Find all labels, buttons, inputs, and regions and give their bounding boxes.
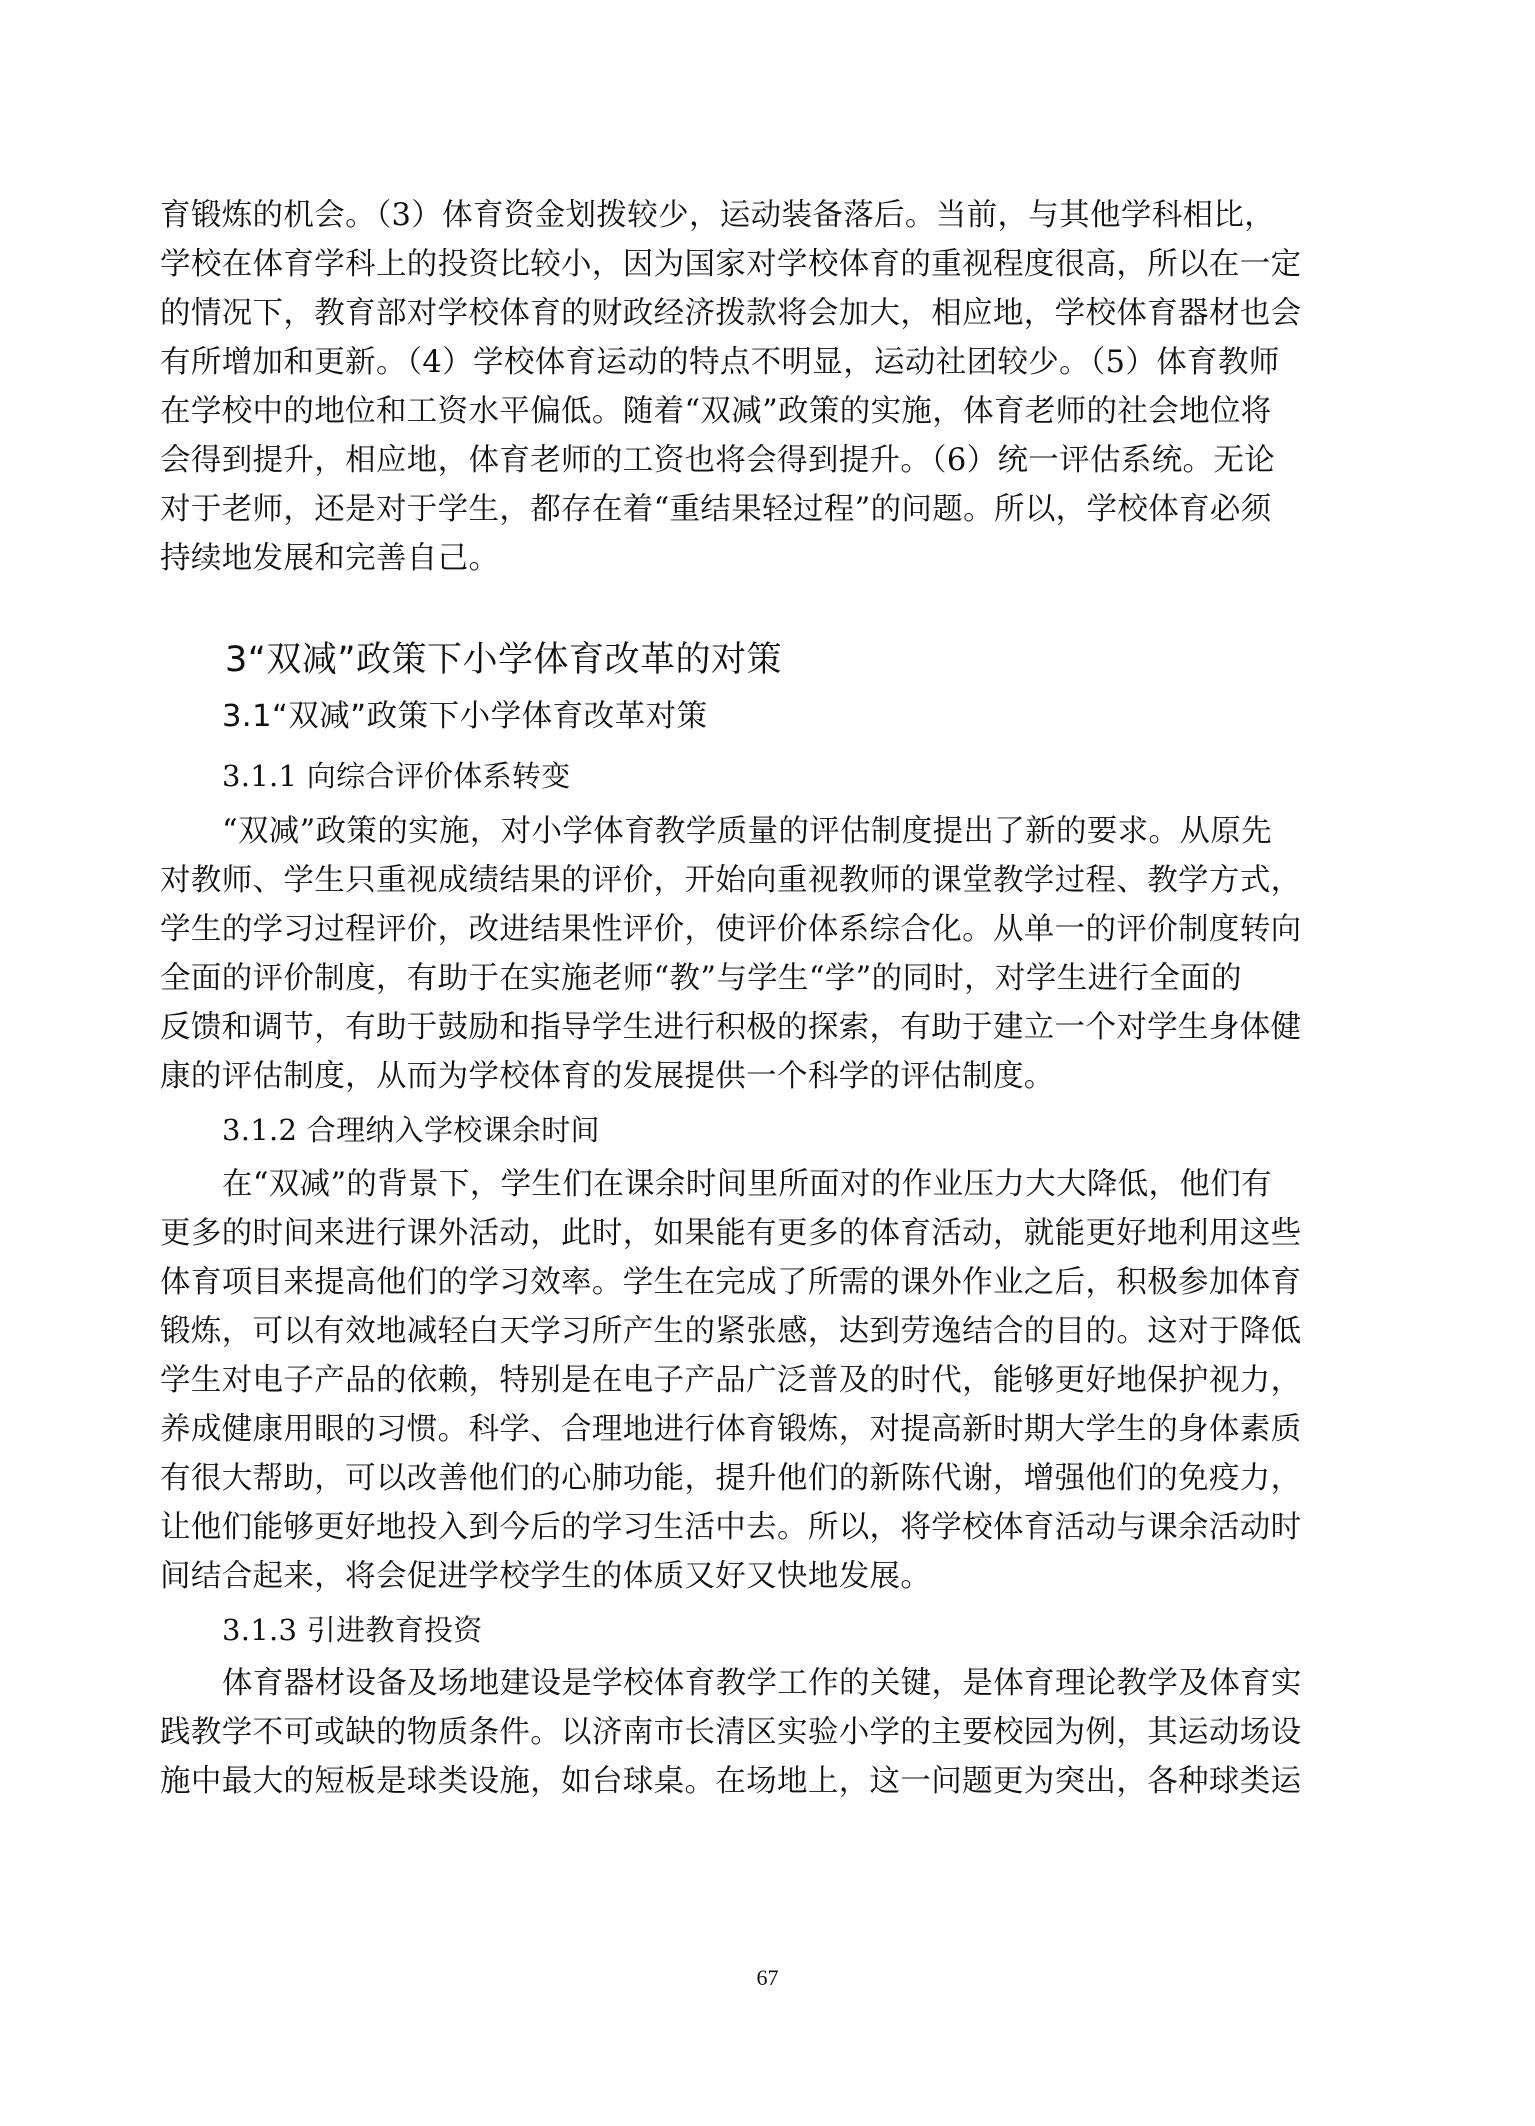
section-heading-3-1-1: 3.1.1 向综合评价体系转变 (222, 759, 571, 793)
body-line: “双减”政策的实施，对小学体育教学质量的评估制度提出了新的要求。从原先 (222, 814, 1272, 849)
body-line: 会得到提升，相应地，体育老师的工资也将会得到提升。（6）统一评估系统。无论 (160, 443, 1276, 478)
body-line: 更多的时间来进行课外活动，此时，如果能有更多的体育活动，就能更好地利用这些 (160, 1216, 1302, 1251)
body-line: 践教学不可或缺的物质条件。以济南市长清区实验小学的主要校园为例，其运动场设 (160, 1715, 1302, 1750)
body-line: 的情况下，教育部对学校体育的财政经济拨款将会加大，相应地，学校体育器材也会 (160, 296, 1302, 331)
body-line: 康的评估制度，从而为学校体育的发展提供一个科学的评估制度。 (160, 1059, 1055, 1094)
body-line: 让他们能够更好地投入到今后的学习生活中去。所以，将学校体育活动与课余活动时 (160, 1510, 1302, 1545)
section-heading-3-1-3: 3.1.3 引进教育投资 (222, 1613, 483, 1647)
body-line: 施中最大的短板是球类设施，如台球桌。在场地上，这一问题更为突出，各种球类运 (160, 1764, 1302, 1799)
body-line: 对教师、学生只重视成绩结果的评价，开始向重视教师的课堂教学过程、教学方式， (160, 863, 1302, 898)
body-line: 反馈和调节，有助于鼓励和指导学生进行积极的探索，有助于建立一个对学生身体健 (160, 1010, 1302, 1045)
body-line: 间结合起来，将会促进学校学生的体质又好又快地发展。 (160, 1559, 932, 1594)
body-line: 学生对电子产品的依赖，特别是在电子产品广泛普及的时代，能够更好地保护视力， (160, 1363, 1302, 1398)
body-line: 在“双减”的背景下，学生们在课余时间里所面对的作业压力大大降低，他们有 (222, 1167, 1272, 1202)
body-line: 在学校中的地位和工资水平偏低。随着“双减”政策的实施，体育老师的社会地位将 (160, 394, 1272, 429)
body-line: 有所增加和更新。（4）学校体育运动的特点不明显，运动社团较少。（5）体育教师 (160, 345, 1280, 380)
body-line: 对于老师，还是对于学生，都存在着“重结果轻过程”的问题。所以，学校体育必须 (160, 492, 1272, 527)
body-line: 全面的评价制度，有助于在实施老师“教”与学生“学”的同时，对学生进行全面的 (160, 961, 1242, 996)
body-line: 持续地发展和完善自己。 (160, 541, 500, 576)
page-number: 67 (756, 1965, 779, 1990)
body-line: 学校在体育学科上的投资比较小，因为国家对学校体育的重视程度很高，所以在一定 (160, 247, 1302, 282)
body-line: 锻炼，可以有效地减轻白天学习所产生的紧张感，达到劳逸结合的目的。这对于降低 (160, 1314, 1302, 1349)
body-line: 育锻炼的机会。（3）体育资金划拨较少，运动装备落后。当前，与其他学科相比， (160, 198, 1276, 233)
body-line: 体育器材设备及场地建设是学校体育教学工作的关键，是体育理论教学及体育实 (222, 1666, 1302, 1701)
section-heading-3-1-2: 3.1.2 合理纳入学校课余时间 (222, 1113, 600, 1147)
section-heading-3: 3“双减”政策下小学体育改革的对策 (225, 640, 783, 680)
body-line: 体育项目来提高他们的学习效率。学生在完成了所需的课外作业之后，积极参加体育 (160, 1265, 1302, 1300)
section-heading-3-1: 3.1“双减”政策下小学体育改革对策 (222, 699, 708, 734)
body-line: 学生的学习过程评价，改进结果性评价，使评价体系综合化。从单一的评价制度转向 (160, 912, 1302, 947)
body-line: 养成健康用眼的习惯。科学、合理地进行体育锻炼，对提高新时期大学生的身体素质 (160, 1412, 1302, 1447)
body-line: 有很大帮助，可以改善他们的心肺功能，提升他们的新陈代谢，增强他们的免疫力， (160, 1461, 1302, 1496)
